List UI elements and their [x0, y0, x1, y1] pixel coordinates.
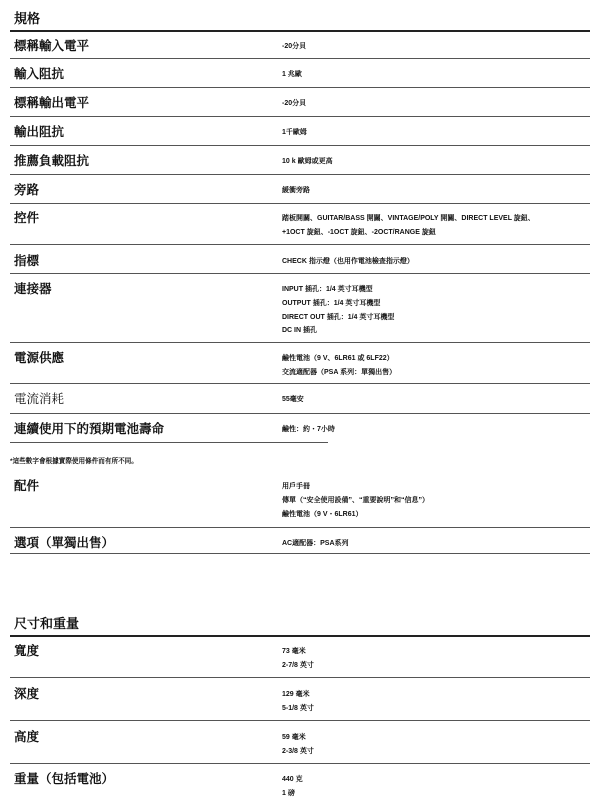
divider — [10, 383, 590, 384]
spec-value: 59 毫米 2-3/8 英寸 — [282, 734, 314, 755]
spec-label: 電流消耗 — [14, 392, 65, 406]
spec-label: 輸出阻抗 — [14, 125, 65, 139]
divider — [10, 203, 590, 204]
spec-label: 深度 — [14, 687, 40, 701]
spec-label: 推薦負載阻抗 — [14, 154, 90, 168]
spec-label: 連接器 — [14, 282, 52, 296]
divider — [10, 635, 590, 637]
spec-label: 控件 — [14, 211, 40, 225]
divider — [10, 442, 328, 443]
spec-value: 鹼性電池（9 V、6LR61 或 6LF22） 交流適配器（PSA 系列：單獨出售） — [282, 355, 397, 376]
spec-value: CHECK 指示燈（也用作電池檢查指示燈） — [282, 258, 414, 265]
spec-label: 選項（單獨出售） — [14, 536, 115, 550]
divider — [10, 30, 590, 32]
spec-value: 鹼性：約・7小時 — [282, 426, 335, 433]
spec-value: AC適配器：PSA系列 — [282, 540, 349, 547]
spec-value: 踏板開關、GUITAR/BASS 開關、VINTAGE/POLY 開關、DIRECT LEVEL 旋鈕、 +1OCT 旋鈕、-1OCT 旋鈕、-2OCT/RANGE 旋鈕 — [282, 215, 535, 236]
divider — [10, 244, 590, 245]
divider — [10, 553, 590, 554]
spec-value: 10 k 歐姆或更高 — [282, 158, 333, 165]
spec-value: 73 毫米 2-7/8 英寸 — [282, 648, 314, 669]
spec-value: 緩衝旁路 — [282, 187, 310, 194]
spec-value: 1 兆歐 — [282, 71, 302, 78]
divider — [10, 720, 590, 721]
specs-title: 規格 — [14, 11, 41, 26]
spec-value: 440 克 1 磅 — [282, 776, 303, 797]
spec-value: -20分貝 — [282, 100, 307, 107]
spec-value: 55毫安 — [282, 396, 304, 403]
divider — [10, 527, 590, 528]
spec-value: -20分貝 — [282, 43, 307, 50]
divider — [10, 174, 590, 175]
spec-label: 標稱輸出電平 — [14, 96, 90, 110]
spec-label: 連續使用下的預期電池壽命 — [14, 422, 165, 436]
spec-label: 配件 — [14, 479, 40, 493]
spec-value: 129 毫米 5-1/8 英寸 — [282, 691, 314, 712]
divider — [10, 413, 590, 414]
spec-label: 旁路 — [14, 183, 40, 197]
spec-label: 寬度 — [14, 644, 40, 658]
spec-value: INPUT 插孔：1/4 英寸耳機型 OUTPUT 插孔：1/4 英寸耳機型 DIRECT OUT 插孔：1/4 英寸耳機型 DC IN 插孔 — [282, 286, 395, 335]
divider — [10, 116, 590, 117]
dimensions-title: 尺寸和重量 — [14, 616, 80, 631]
spec-label: 電源供應 — [14, 351, 65, 365]
spec-value: 用戶手冊 傳單（“安全使用設備”、“重要說明”和“信息”） 鹼性電池（9 V・6LR61） — [282, 483, 429, 518]
spec-label: 標稱輸入電平 — [14, 39, 90, 53]
divider — [10, 273, 590, 274]
footnote: *這些數字會根據實際使用條件而有所不同。 — [10, 458, 138, 465]
spec-label: 重量（包括電池） — [14, 772, 115, 786]
spec-value: 1千歐姆 — [282, 129, 307, 136]
divider — [10, 58, 590, 59]
spec-label: 高度 — [14, 730, 40, 744]
divider — [10, 145, 590, 146]
divider — [10, 87, 590, 88]
spec-label: 輸入阻抗 — [14, 67, 65, 81]
divider — [10, 763, 590, 764]
divider — [10, 342, 590, 343]
divider — [10, 677, 590, 678]
spec-label: 指標 — [14, 254, 40, 268]
